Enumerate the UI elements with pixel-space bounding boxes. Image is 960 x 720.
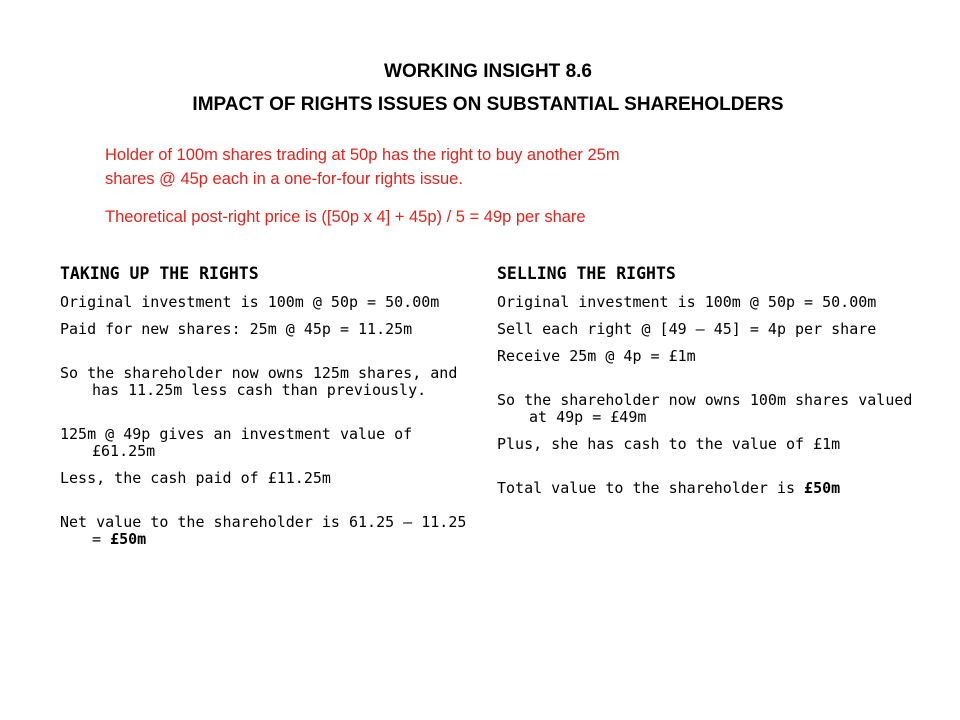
- slide-title: WORKING INSIGHT 8.6: [384, 61, 592, 82]
- intro-text-line-1: Holder of 100m shares trading at 50p has the right to buy another 25m: [105, 146, 620, 164]
- spacer: [497, 375, 917, 392]
- right-total-value-text: Total value to the shareholder is: [497, 479, 805, 497]
- selling-rights-heading: SELLING THE RIGHTS: [497, 264, 676, 283]
- right-total-value: [497, 480, 917, 497]
- left-net-value-text: Net value to the shareholder is 61.25 – 11.25 =: [60, 513, 467, 548]
- right-shareholder-owns: So the shareholder now owns 100m shares valued at 49p = £49m: [497, 391, 913, 426]
- taking-up-rights-heading: TAKING UP THE RIGHTS: [60, 264, 259, 283]
- left-investment-value: 125m @ 49p gives an investment value of £61.25m: [60, 425, 413, 460]
- taking-up-rights-column: [60, 264, 470, 558]
- intro-text-line-2: shares @ 45p each in a one-for-four rights issue.: [105, 170, 463, 188]
- spacer: [497, 463, 917, 480]
- left-net-value: [60, 514, 470, 548]
- left-cash-paid: Less, the cash paid of £11.25m: [60, 469, 331, 487]
- slide-subtitle: IMPACT OF RIGHTS ISSUES ON SUBSTANTIAL SHAREHOLDERS: [192, 94, 784, 115]
- right-receive: Receive 25m @ 4p = £1m: [497, 347, 696, 365]
- right-cash-value: Plus, she has cash to the value of £1m: [497, 435, 841, 453]
- left-paid-new-shares: Paid for new shares: 25m @ 45p = 11.25m: [60, 320, 413, 338]
- right-sell-each-right: Sell each right @ [49 – 45] = 4p per share: [497, 320, 877, 338]
- left-net-value-total: £50m: [110, 530, 147, 548]
- right-total-value-amount: £50m: [804, 479, 841, 497]
- spacer: [60, 409, 470, 426]
- left-shareholder-owns: So the shareholder now owns 125m shares, and has 11.25m less cash than previously.: [60, 364, 458, 399]
- selling-rights-column: [497, 264, 917, 507]
- theoretical-price-text: Theoretical post-right price is ([50p x 4] + 45p) / 5 = 49p per share: [105, 208, 586, 226]
- spacer: [60, 497, 470, 514]
- left-original-investment: Original investment is 100m @ 50p = 50.00m: [60, 293, 440, 311]
- right-original-investment: Original investment is 100m @ 50p = 50.00m: [497, 293, 877, 311]
- spacer: [60, 348, 470, 365]
